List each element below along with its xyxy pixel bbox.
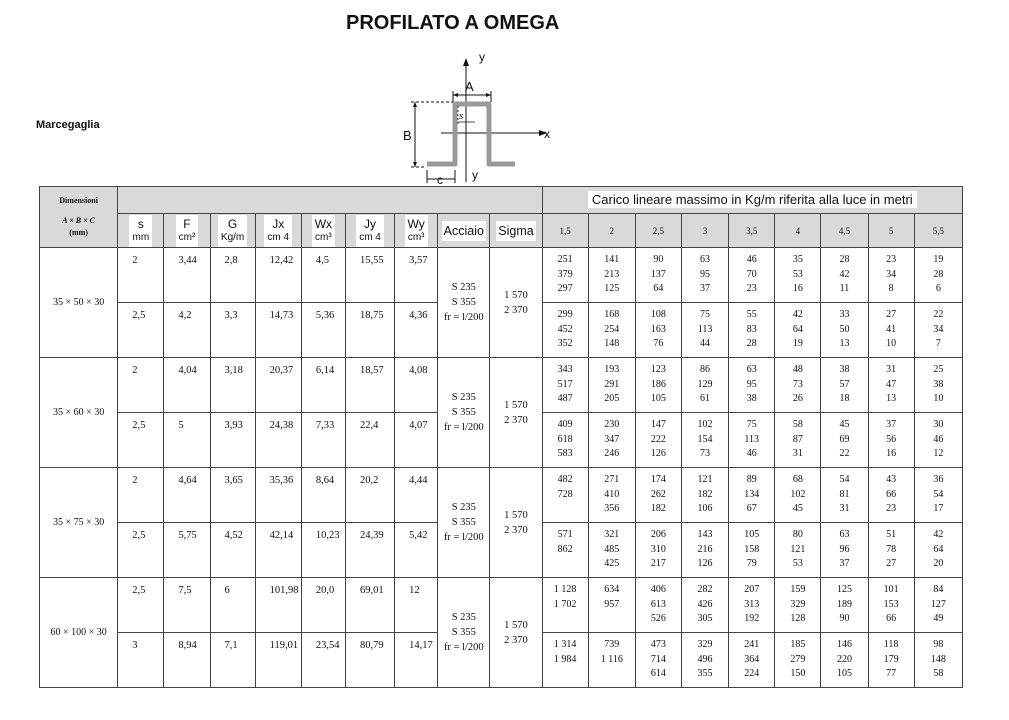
carico-cell: 206 310 217 bbox=[635, 523, 681, 578]
header-acciaio: Acciaio bbox=[438, 214, 490, 248]
value-cell: 5,42 bbox=[395, 523, 438, 578]
value-cell: 4,07 bbox=[395, 413, 438, 468]
value-cell: 15,55 bbox=[345, 248, 394, 303]
value-cell: 4,36 bbox=[395, 303, 438, 358]
omega-profile-shape bbox=[427, 104, 515, 164]
value-cell: 3,3 bbox=[210, 303, 255, 358]
header-luce: 3 bbox=[681, 214, 728, 248]
value-cell: 3,93 bbox=[210, 413, 255, 468]
carico-cell: 89 134 67 bbox=[729, 468, 775, 523]
value-cell: 3 bbox=[118, 633, 164, 688]
header-sigma: Sigma bbox=[490, 214, 542, 248]
value-cell: 3,65 bbox=[210, 468, 255, 523]
profile-table bbox=[39, 186, 963, 688]
carico-cell: 46 70 23 bbox=[729, 248, 775, 303]
carico-cell: 143 216 126 bbox=[681, 523, 728, 578]
value-cell: 8,64 bbox=[301, 468, 345, 523]
carico-cell: 63 95 38 bbox=[729, 358, 775, 413]
sigma-cell: 1 570 2 370 bbox=[490, 578, 542, 688]
carico-cell: 55 83 28 bbox=[729, 303, 775, 358]
carico-cell: 105 158 79 bbox=[729, 523, 775, 578]
carico-cell: 30 46 12 bbox=[914, 413, 962, 468]
carico-cell: 37 56 16 bbox=[868, 413, 914, 468]
carico-cell: 28 42 11 bbox=[821, 248, 868, 303]
carico-cell: 571 862 bbox=[542, 523, 588, 578]
dimension-cell: 35 × 75 × 30 bbox=[40, 468, 118, 578]
y-axis-label-bottom: y bbox=[472, 168, 478, 182]
carico-cell: 174 262 182 bbox=[635, 468, 681, 523]
header-col-f: F cm² bbox=[164, 214, 210, 248]
carico-cell: 739 1 116 bbox=[588, 633, 635, 688]
value-cell: 2 bbox=[118, 358, 164, 413]
value-cell: 80,79 bbox=[345, 633, 394, 688]
value-cell: 8,94 bbox=[164, 633, 210, 688]
carico-cell: 343 517 487 bbox=[542, 358, 588, 413]
carico-cell: 38 57 18 bbox=[821, 358, 868, 413]
header-dimensioni: Dimensioni A × B × C (mm) bbox=[40, 187, 118, 248]
value-cell: 12 bbox=[395, 578, 438, 633]
value-cell: 14,17 bbox=[395, 633, 438, 688]
value-cell: 2,5 bbox=[118, 413, 164, 468]
sigma-cell: 1 570 2 370 bbox=[490, 468, 542, 578]
acciaio-cell: S 235 S 355 fr = l/200 bbox=[438, 578, 490, 688]
carico-cell: 75 113 46 bbox=[729, 413, 775, 468]
carico-cell: 159 329 128 bbox=[775, 578, 821, 633]
table-row bbox=[40, 468, 963, 523]
y-axis-arrow-icon bbox=[463, 58, 469, 66]
header-col-wx: Wx cm³ bbox=[301, 214, 345, 248]
value-cell: 24,39 bbox=[345, 523, 394, 578]
carico-cell: 125 189 90 bbox=[821, 578, 868, 633]
header-carico: Carico lineare massimo in Kg/m riferita alla luce in metri bbox=[542, 187, 962, 214]
value-cell: 6,14 bbox=[301, 358, 345, 413]
carico-cell: 207 313 192 bbox=[729, 578, 775, 633]
sigma-cell: 1 570 2 370 bbox=[490, 358, 542, 468]
dimension-a-label: A bbox=[465, 79, 474, 94]
carico-cell: 271 410 356 bbox=[588, 468, 635, 523]
header-luce: 4 bbox=[775, 214, 821, 248]
carico-cell: 42 64 19 bbox=[775, 303, 821, 358]
carico-cell: 230 347 246 bbox=[588, 413, 635, 468]
value-cell: 18,57 bbox=[345, 358, 394, 413]
carico-cell: 98 148 58 bbox=[914, 633, 962, 688]
carico-cell: 75 113 44 bbox=[681, 303, 728, 358]
acciaio-cell: S 235 S 355 fr = l/200 bbox=[438, 248, 490, 358]
carico-cell: 193 291 205 bbox=[588, 358, 635, 413]
carico-cell: 473 714 614 bbox=[635, 633, 681, 688]
carico-cell: 299 452 352 bbox=[542, 303, 588, 358]
carico-cell: 22 34 7 bbox=[914, 303, 962, 358]
carico-cell: 146 220 105 bbox=[821, 633, 868, 688]
carico-cell: 90 137 64 bbox=[635, 248, 681, 303]
value-cell: 24,38 bbox=[255, 413, 301, 468]
header-luce: 1,5 bbox=[542, 214, 588, 248]
acciaio-cell: S 235 S 355 fr = l/200 bbox=[438, 468, 490, 578]
header-col-s: s mm bbox=[118, 214, 164, 248]
carico-cell: 68 102 45 bbox=[775, 468, 821, 523]
value-cell: 4,5 bbox=[301, 248, 345, 303]
value-cell: 20,37 bbox=[255, 358, 301, 413]
value-cell: 2,5 bbox=[118, 303, 164, 358]
header-col-jy: Jy cm 4 bbox=[345, 214, 394, 248]
value-cell: 42,14 bbox=[255, 523, 301, 578]
carico-cell: 251 379 297 bbox=[542, 248, 588, 303]
value-cell: 2,5 bbox=[118, 523, 164, 578]
carico-cell: 51 78 27 bbox=[868, 523, 914, 578]
value-cell: 2 bbox=[118, 248, 164, 303]
value-cell: 4,44 bbox=[395, 468, 438, 523]
carico-cell: 108 163 76 bbox=[635, 303, 681, 358]
x-axis-label: x bbox=[544, 127, 550, 141]
carico-cell: 102 154 73 bbox=[681, 413, 728, 468]
dimension-cell: 35 × 60 × 30 bbox=[40, 358, 118, 468]
dimension-cell: 60 × 100 × 30 bbox=[40, 578, 118, 688]
carico-cell: 168 254 148 bbox=[588, 303, 635, 358]
carico-cell: 1 314 1 984 bbox=[542, 633, 588, 688]
carico-cell: 43 66 23 bbox=[868, 468, 914, 523]
header-col-jx: Jx cm 4 bbox=[255, 214, 301, 248]
carico-cell: 84 127 49 bbox=[914, 578, 962, 633]
sigma-cell: 1 570 2 370 bbox=[490, 248, 542, 358]
header-luce: 2,5 bbox=[635, 214, 681, 248]
value-cell: 12,42 bbox=[255, 248, 301, 303]
carico-cell: 45 69 22 bbox=[821, 413, 868, 468]
value-cell: 14,73 bbox=[255, 303, 301, 358]
carico-cell: 634 957 bbox=[588, 578, 635, 633]
value-cell: 5 bbox=[164, 413, 210, 468]
carico-cell: 241 364 224 bbox=[729, 633, 775, 688]
value-cell: 20,0 bbox=[301, 578, 345, 633]
carico-cell: 42 64 20 bbox=[914, 523, 962, 578]
value-cell: 6 bbox=[210, 578, 255, 633]
header-luce: 5,5 bbox=[914, 214, 962, 248]
carico-cell: 19 28 6 bbox=[914, 248, 962, 303]
value-cell: 5,36 bbox=[301, 303, 345, 358]
carico-cell: 80 121 53 bbox=[775, 523, 821, 578]
table-row bbox=[40, 358, 963, 413]
value-cell: 119,01 bbox=[255, 633, 301, 688]
carico-cell: 36 54 17 bbox=[914, 468, 962, 523]
carico-cell: 63 95 37 bbox=[681, 248, 728, 303]
omega-profile-diagram bbox=[395, 46, 565, 186]
value-cell: 3,44 bbox=[164, 248, 210, 303]
carico-cell: 123 186 105 bbox=[635, 358, 681, 413]
table-row bbox=[40, 248, 963, 303]
value-cell: 20,2 bbox=[345, 468, 394, 523]
carico-cell: 63 96 37 bbox=[821, 523, 868, 578]
dimension-cell: 35 × 50 × 30 bbox=[40, 248, 118, 358]
carico-cell: 35 53 16 bbox=[775, 248, 821, 303]
value-cell: 2,8 bbox=[210, 248, 255, 303]
value-cell: 101,98 bbox=[255, 578, 301, 633]
value-cell: 4,04 bbox=[164, 358, 210, 413]
value-cell: 3,57 bbox=[395, 248, 438, 303]
header-col-wy: Wy cm³ bbox=[395, 214, 438, 248]
table-row bbox=[40, 578, 963, 633]
header-luce: 5 bbox=[868, 214, 914, 248]
y-axis-label: y bbox=[479, 50, 485, 64]
carico-cell: 329 496 355 bbox=[681, 633, 728, 688]
carico-cell: 121 182 106 bbox=[681, 468, 728, 523]
value-cell: 18,75 bbox=[345, 303, 394, 358]
page-title: PROFILATO A OMEGA bbox=[346, 12, 560, 34]
carico-cell: 25 38 10 bbox=[914, 358, 962, 413]
carico-cell: 482 728 bbox=[542, 468, 588, 523]
dimension-c-label: c bbox=[437, 173, 443, 186]
header-luce: 3,5 bbox=[729, 214, 775, 248]
carico-cell: 33 50 13 bbox=[821, 303, 868, 358]
value-cell: 23,54 bbox=[301, 633, 345, 688]
brand-label: Marcegaglia bbox=[36, 119, 100, 131]
carico-cell: 23 34 8 bbox=[868, 248, 914, 303]
carico-cell: 31 47 13 bbox=[868, 358, 914, 413]
header-blank bbox=[118, 187, 542, 214]
acciaio-cell: S 235 S 355 fr = l/200 bbox=[438, 358, 490, 468]
value-cell: 5,75 bbox=[164, 523, 210, 578]
carico-cell: 101 153 66 bbox=[868, 578, 914, 633]
carico-cell: 409 618 583 bbox=[542, 413, 588, 468]
carico-cell: 48 73 26 bbox=[775, 358, 821, 413]
value-cell: 7,5 bbox=[164, 578, 210, 633]
carico-cell: 282 426 305 bbox=[681, 578, 728, 633]
header-luce: 2 bbox=[588, 214, 635, 248]
carico-cell: 27 41 10 bbox=[868, 303, 914, 358]
carico-cell: 54 81 31 bbox=[821, 468, 868, 523]
value-cell: 10,23 bbox=[301, 523, 345, 578]
value-cell: 2 bbox=[118, 468, 164, 523]
carico-cell: 58 87 31 bbox=[775, 413, 821, 468]
value-cell: 22,4 bbox=[345, 413, 394, 468]
carico-cell: 321 485 425 bbox=[588, 523, 635, 578]
value-cell: 3,18 bbox=[210, 358, 255, 413]
thickness-s-label: s bbox=[459, 110, 464, 122]
value-cell: 35,36 bbox=[255, 468, 301, 523]
carico-cell: 1 128 1 702 bbox=[542, 578, 588, 633]
value-cell: 7,33 bbox=[301, 413, 345, 468]
carico-cell: 118 179 77 bbox=[868, 633, 914, 688]
value-cell: 4,2 bbox=[164, 303, 210, 358]
value-cell: 7,1 bbox=[210, 633, 255, 688]
value-cell: 4,64 bbox=[164, 468, 210, 523]
dimension-b-label: B bbox=[403, 128, 412, 143]
value-cell: 2,5 bbox=[118, 578, 164, 633]
header-col-g: G Kg/m bbox=[210, 214, 255, 248]
header-luce: 4,5 bbox=[821, 214, 868, 248]
carico-cell: 147 222 126 bbox=[635, 413, 681, 468]
carico-cell: 141 213 125 bbox=[588, 248, 635, 303]
value-cell: 4,08 bbox=[395, 358, 438, 413]
carico-cell: 86 129 61 bbox=[681, 358, 728, 413]
value-cell: 4,52 bbox=[210, 523, 255, 578]
carico-cell: 185 279 150 bbox=[775, 633, 821, 688]
value-cell: 69,01 bbox=[345, 578, 394, 633]
carico-cell: 406 613 526 bbox=[635, 578, 681, 633]
